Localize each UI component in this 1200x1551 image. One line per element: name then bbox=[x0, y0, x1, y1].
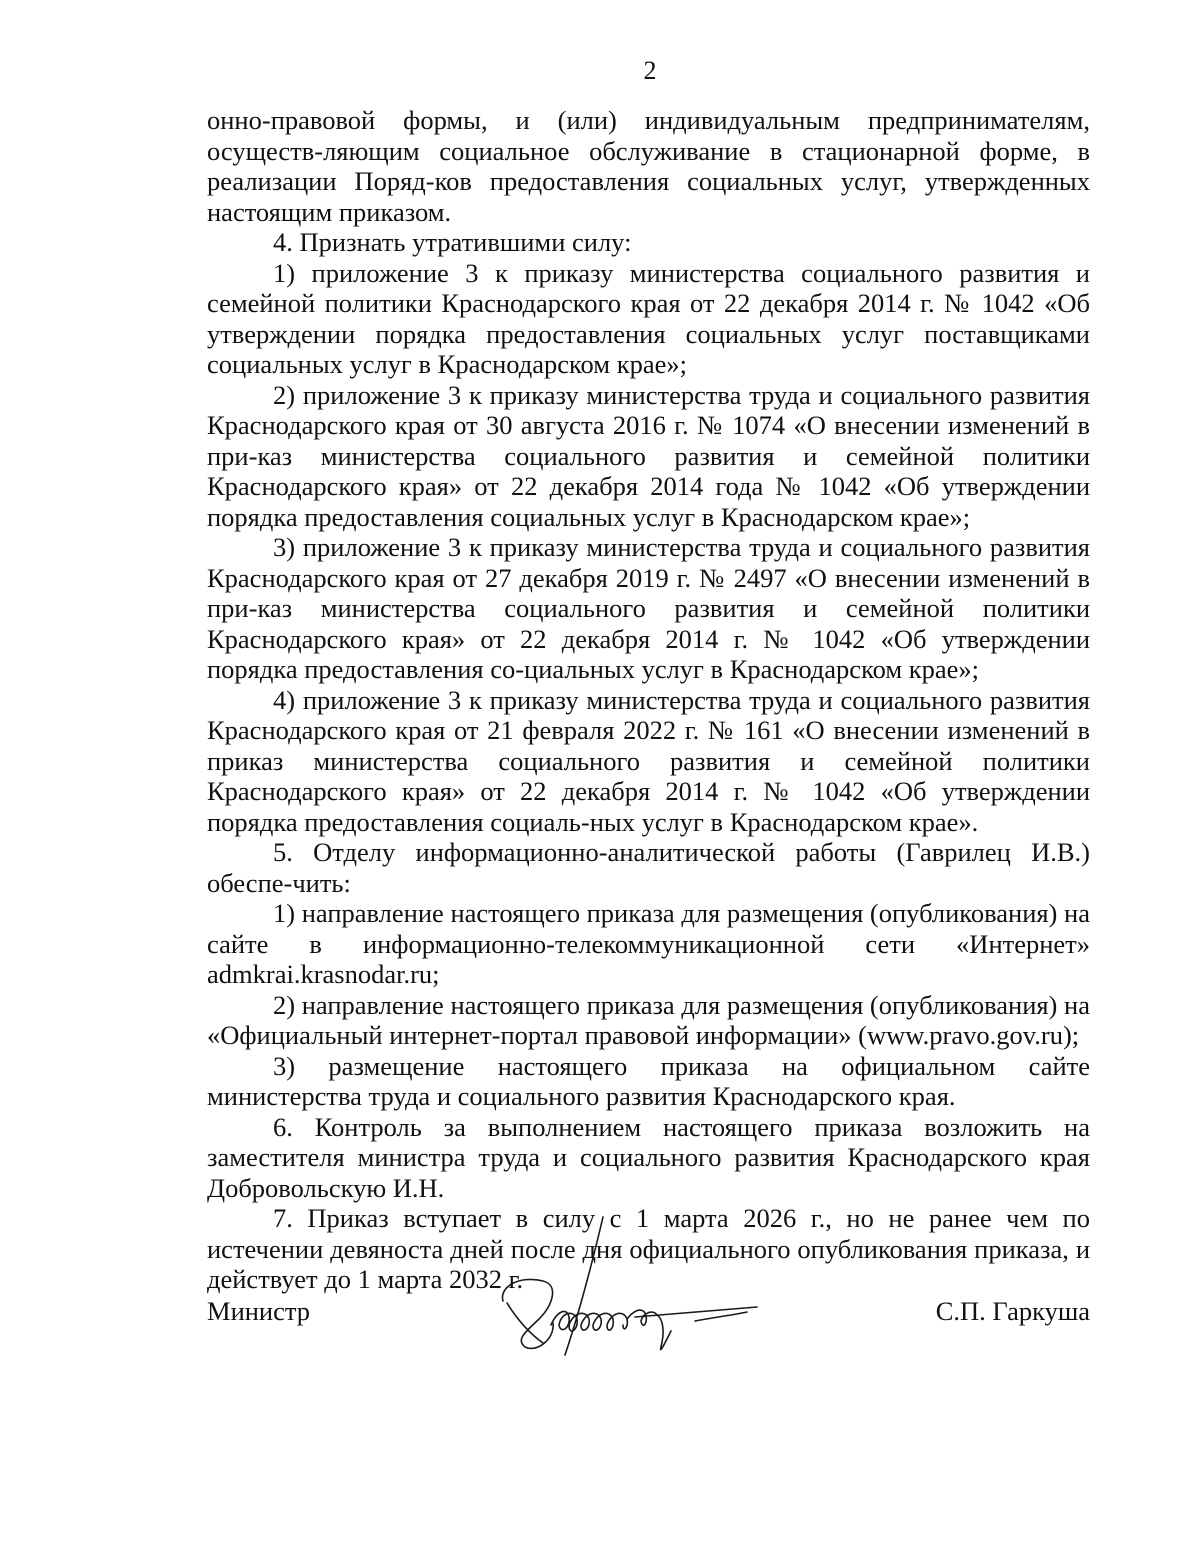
paragraph-item-5-2: 2) направление настоящего приказа для размещения (опубликования) на «Официальный интернет-портал правовой информации» (www.pravo.gov.ru); bbox=[207, 989, 1090, 1050]
signatory-name: С.П. Гаркуша bbox=[935, 1296, 1090, 1326]
paragraph-item-7: 7. Приказ вступает в силу с 1 марта 2026 г., но не ранее чем по истечении девяноста дней после дня официального опубликования приказа, и действует до 1 марта 2032 г. bbox=[207, 1203, 1090, 1294]
paragraph-item-4-1: 1) приложение 3 к приказу министерства социального развития и семейной политики Краснодарского края от 22 декабря 2014 г. № 1042 «Об утверждении порядка предоставления социальных услуг поставщиками социальных услуг в Краснодарском крае»; bbox=[207, 257, 1090, 379]
paragraph-continuation: онно-правовой формы, и (или) индивидуальным предпринимателям, осуществ-ляющим социальное обслуживание в стационарной форме, в реализации Поряд-ков предоставления социальных услуг, утвержденных настоящим приказом. bbox=[207, 105, 1090, 227]
document-body bbox=[207, 105, 1090, 1295]
paragraph-item-4-3: 3) приложение 3 к приказу министерства труда и социального развития Краснодарского края от 27 декабря 2019 г. № 2497 «О внесении изменений в при-каз министерства социального развития и семейной политики Краснодарского края» от 22 декабря 2014 г. № 1042 «Об утверждении порядка предоставления со-циальных услуг в Краснодарском крае»; bbox=[207, 532, 1090, 684]
signature-block bbox=[207, 1290, 1090, 1350]
paragraph-item-5: 5. Отделу информационно-аналитической работы (Гаврилец И.В.) обеспе-чить: bbox=[207, 837, 1090, 898]
paragraph-item-5-1: 1) направление настоящего приказа для размещения (опубликования) на сайте в информационно-телекоммуникационной сети «Интернет» admkrai.krasnodar.ru; bbox=[207, 898, 1090, 989]
paragraph-item-5-3: 3) размещение настоящего приказа на официальном сайте министерства труда и социального развития Краснодарского края. bbox=[207, 1050, 1090, 1111]
paragraph-item-4-2: 2) приложение 3 к приказу министерства труда и социального развития Краснодарского края от 30 августа 2016 г. № 1074 «О внесении изменений в при-каз министерства социального развития и семейной политики Краснодарского края» от 22 декабря 2014 года № 1042 «Об утверждении порядка предоставления социальных услуг в Краснодарском крае»; bbox=[207, 379, 1090, 532]
paragraph-item-6: 6. Контроль за выполнением настоящего приказа возложить на заместителя министра труда и социального развития Краснодарского края Добровольскую И.Н. bbox=[207, 1111, 1090, 1203]
signatory-title: Министр bbox=[207, 1296, 311, 1326]
paragraph-item-4: 4. Признать утратившими силу: bbox=[273, 227, 632, 257]
paragraph-item-4-4: 4) приложение 3 к приказу министерства труда и социального развития Краснодарского края от 21 февраля 2022 г. № 161 «О внесении изменений в приказ министерства социального развития и семейной политики Краснодарского края» от 22 декабря 2014 г. № 1042 «Об утверждении порядка предоставления социаль-ных услуг в Краснодарском крае». bbox=[207, 684, 1090, 837]
page-number: 2 bbox=[643, 56, 657, 85]
